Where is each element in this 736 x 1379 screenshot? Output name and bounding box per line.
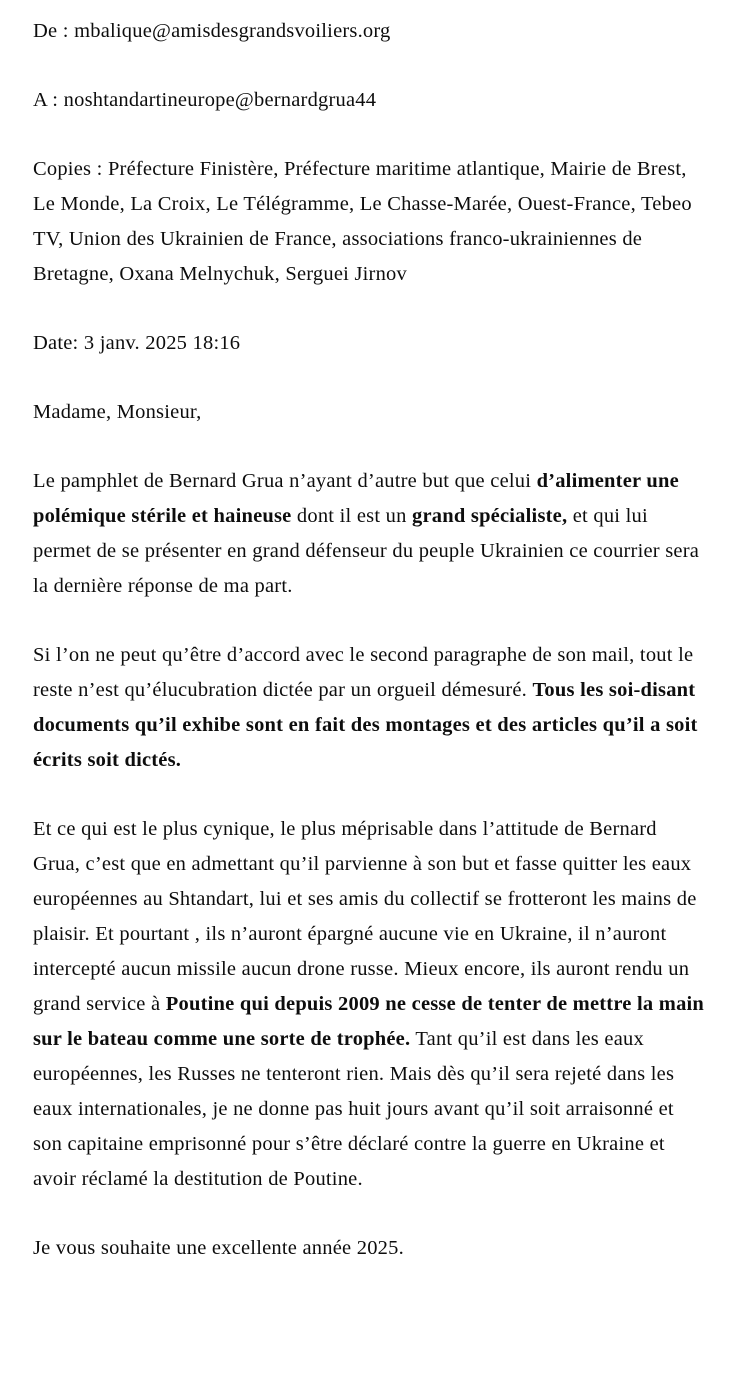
header-date-value: 3 janv. 2025 18:16 (83, 332, 241, 354)
header-copies-label: Copies : (33, 158, 108, 180)
header-from-label: De : (33, 20, 75, 42)
header-to-value: noshtandartineurope@bernardgrua44 (63, 89, 377, 111)
body-paragraph-1 (33, 464, 705, 604)
paragraph-3-run-1: Et ce qui est le plus cynique, le plus méprisable dans l’attitude de Bernard Grua, c’est que en admettant qu’il parvienne à son but et fasse quitter les eaux européennes au Shtandart, lui et ses amis du collectif se frotteront les mains de plaisir. Et pourtant , ils n’auront épargné aucune vie en Ukraine, il n’auront intercepté aucun missile aucun drone russe. Mieux encore, ils auront rendu un grand service à (33, 818, 697, 1015)
paragraph-2-emphasis-1: Tous les soi-disant documents qu’il exhibe sont en fait des montages et des articles qu’il a soit écrits soit dictés. (33, 679, 698, 771)
body-paragraph-2 (33, 638, 705, 778)
paragraph-3-run-3: Tant qu’il est dans les eaux européennes, les Russes ne tenteront rien. Mais dès qu’il sera rejeté dans les eaux internationales, je ne donne pas huit jours avant qu’il soit arraisonné et son capitaine emprisonné pour s’être déclaré contre la guerre en Ukraine et avoir réclamé la destitution de Poutine. (33, 1028, 675, 1190)
paragraph-1-emphasis-2: grand spécialiste, (412, 505, 568, 527)
header-to-label: A : (33, 89, 64, 111)
paragraph-1-run-3: dont il est un (291, 505, 413, 527)
paragraph-1-emphasis-1: d’alimenter une polémique stérile et haineuse (33, 470, 679, 527)
header-date-label: Date: (33, 332, 84, 354)
body-closing: Je vous souhaite une excellente année 2025. (33, 1237, 404, 1259)
body-salutation: Madame, Monsieur, (33, 401, 202, 423)
header-copies-value: Préfecture Finistère, Préfecture maritime atlantique, Mairie de Brest, Le Monde, La Croix, Le Télégramme, Le Chasse-Marée, Ouest-France, Tebeo TV, Union des Ukrainien de France, associations franco-ukrainiennes de Bretagne, Oxana Melnychuk, Serguei Jirnov (33, 158, 692, 285)
paragraph-2-run-1: Si l’on ne peut qu’être d’accord avec le second paragraphe de son mail, tout le reste n’est qu’élucubration dictée par un orgueil démesuré. (33, 644, 694, 701)
paragraph-3-emphasis-1: Poutine qui depuis 2009 ne cesse de tenter de mettre la main sur le bateau comme une sorte de trophée. (33, 993, 705, 1050)
header-from (33, 14, 705, 49)
paragraph-1-run-1: Le pamphlet de Bernard Grua n’ayant d’autre but que celui (33, 470, 537, 492)
paragraph-1-run-5: et qui lui permet de se présenter en grand défenseur du peuple Ukrainien ce courrier sera la dernière réponse de ma part. (33, 505, 700, 597)
header-to (33, 83, 705, 118)
header-date (33, 326, 705, 361)
header-from-value: mbalique@amisdesgrandsvoiliers.org (74, 20, 391, 42)
header-copies (33, 152, 705, 292)
body-paragraph-3 (33, 812, 705, 1197)
